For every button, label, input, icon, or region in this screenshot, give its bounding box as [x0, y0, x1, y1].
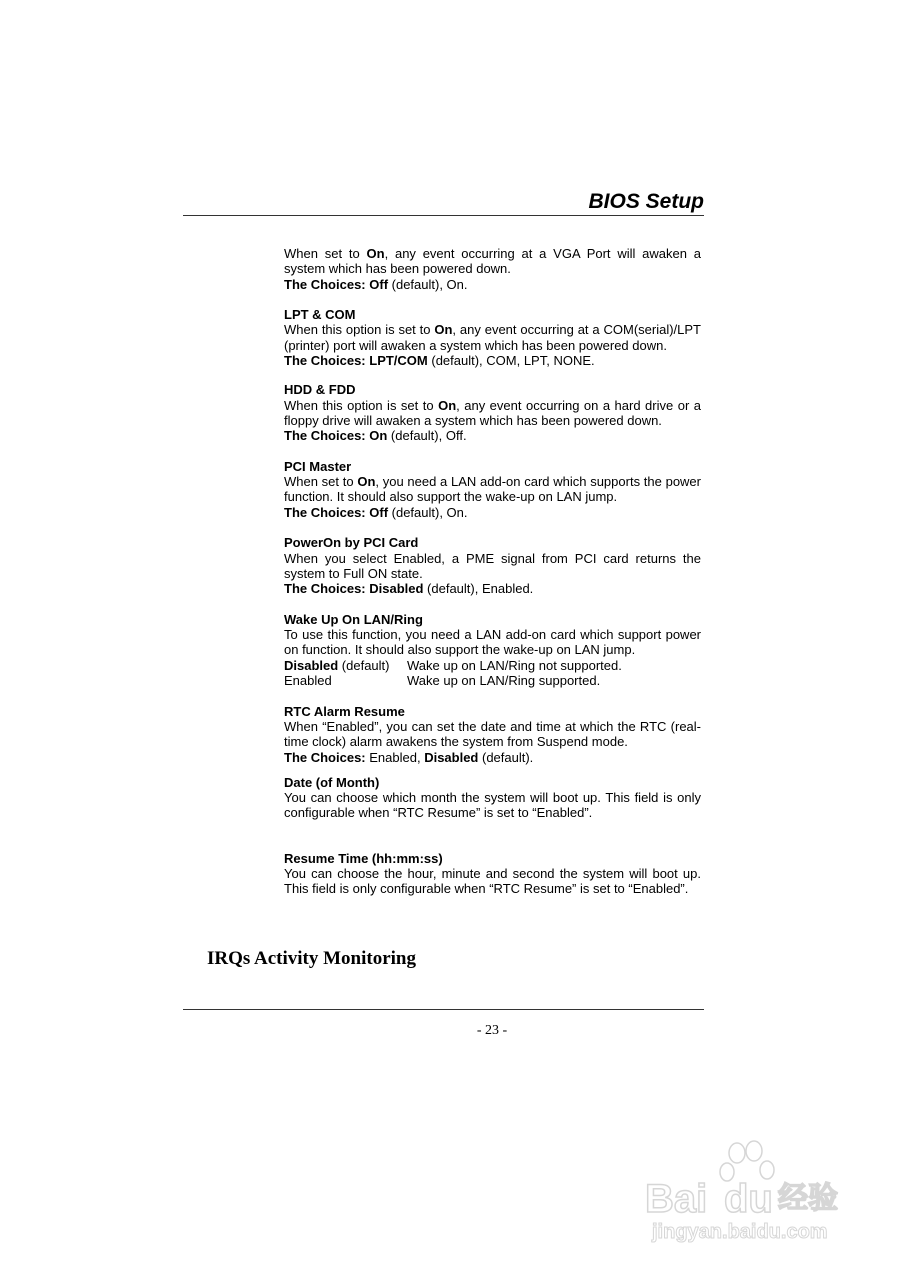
subheading-irq-monitoring: IRQs Activity Monitoring — [207, 948, 416, 969]
page-number: - 23 - — [476, 1023, 508, 1038]
section-description: You can choose which month the system will boot up. This field is only configurable when “RTC Resume” is set to “Enabled”. — [284, 790, 701, 821]
option-description: Wake up on LAN/Ring not supported. — [407, 657, 622, 673]
section-title: PowerOn by PCI Card — [284, 535, 419, 551]
section-choices: The Choices: Enabled, Disabled (default). — [284, 749, 534, 765]
option-default-marker: (default) — [338, 657, 390, 673]
section-title: Resume Time (hh:mm:ss) — [284, 850, 443, 866]
section-date-of-month — [284, 775, 701, 821]
section-hdd-fdd — [284, 382, 701, 443]
section-choices: The Choices: Off (default), On. — [284, 504, 468, 520]
option-name: Disabled — [284, 657, 339, 673]
section-rtc-alarm-resume — [284, 704, 701, 765]
main-content — [284, 246, 701, 897]
section-choices: The Choices: Off (default), On. — [284, 276, 468, 292]
section-title: LPT & COM — [284, 307, 356, 323]
section-title: HDD & FDD — [284, 382, 356, 398]
option-name: Enabled — [284, 673, 332, 689]
baidu-jingyan-watermark-logo — [640, 1140, 850, 1245]
section-description: When “Enabled”, you can set the date and time at which the RTC (real-time clock) alarm awakens the system from Suspend mode. — [284, 718, 701, 750]
option-row-enabled — [284, 673, 701, 688]
section-title: Wake Up On LAN/Ring — [284, 611, 423, 627]
section-description: When set to On, any event occurring at a VGA Port will awaken a system which has been powered down. — [284, 246, 701, 277]
page-header-title: BIOS Setup — [588, 190, 704, 213]
watermark-brand-cn: 经验 — [778, 1182, 838, 1215]
section-choices: The Choices: On (default), Off. — [284, 428, 467, 444]
section-description: When this option is set to On, any event occurring at a COM(serial)/LPT (printer) port will awaken a system which has been powered down. — [284, 322, 702, 353]
section-title: Date (of Month) — [284, 774, 380, 790]
section-title: PCI Master — [284, 458, 352, 474]
option-row-disabled — [284, 658, 701, 673]
section-description: When this option is set to On, any event occurring on a hard drive or a floppy drive will awaken a system which has been powered down. — [284, 397, 701, 428]
footer-rule — [183, 1009, 704, 1010]
section-vga — [284, 246, 701, 292]
watermark-url: jingyan.baidu.com — [652, 1221, 828, 1243]
section-description: You can choose the hour, minute and second the system will boot up. This field is only configurable when “RTC Resume” is set to “Enabled”. — [284, 865, 701, 897]
section-description: When set to On, you need a LAN add-on card which supports the power function. It should also support the wake-up on LAN jump. — [284, 474, 701, 505]
section-pci-master — [284, 459, 701, 520]
section-resume-time — [284, 851, 701, 897]
section-lpt-com — [284, 307, 701, 368]
section-description: When you select Enabled, a PME signal from PCI card returns the system to Full ON state. — [284, 550, 701, 581]
section-choices: The Choices: LPT/COM (default), COM, LPT, NONE. — [284, 353, 595, 369]
section-title: RTC Alarm Resume — [284, 703, 405, 719]
watermark-brand-latin-1: Bai — [645, 1177, 708, 1221]
section-wake-up-lan-ring — [284, 612, 701, 688]
section-choices: The Choices: Disabled (default), Enabled. — [284, 581, 534, 597]
header-rule — [183, 215, 704, 216]
watermark-brand-latin-2: du — [724, 1177, 773, 1221]
section-poweron-pci-card — [284, 535, 701, 596]
option-description: Wake up on LAN/Ring supported. — [407, 673, 601, 689]
section-description: To use this function, you need a LAN add-on card which support power on function. It should also support the wake-up on LAN jump. — [284, 627, 701, 658]
